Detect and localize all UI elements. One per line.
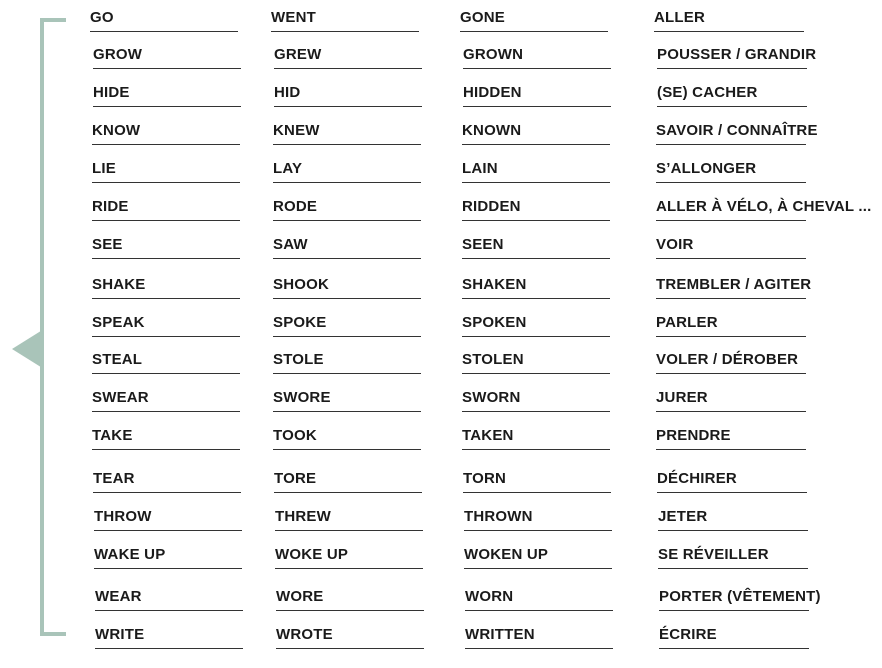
past-participle-cell: THROWN [464, 508, 612, 531]
base-form-cell: KNOW [92, 122, 240, 145]
base-form-cell: WAKE UP [94, 546, 242, 569]
base-form-cell: SWEAR [92, 389, 240, 412]
past-participle-cell: TAKEN [462, 427, 610, 450]
base-form-cell: LIE [92, 160, 240, 183]
base-form-cell: WRITE [95, 626, 243, 649]
french-translation-cell: TREMBLER / AGITER [656, 276, 806, 299]
french-translation-cell: PRENDRE [656, 427, 806, 450]
base-form-cell: SPEAK [92, 314, 240, 337]
french-translation-cell: VOIR [656, 236, 806, 259]
base-form-cell: WEAR [95, 588, 243, 611]
french-translation-cell: DÉCHIRER [657, 470, 807, 493]
base-form-cell: SHAKE [92, 276, 240, 299]
base-form-cell: HIDE [93, 84, 241, 107]
french-translation-cell: SE RÉVEILLER [658, 546, 808, 569]
past-simple-cell: KNEW [273, 122, 421, 145]
french-translation-cell: S’ALLONGER [656, 160, 806, 183]
past-participle-cell: GONE [460, 9, 608, 32]
past-simple-cell: SWORE [273, 389, 421, 412]
past-participle-cell: SHAKEN [462, 276, 610, 299]
past-participle-cell: TORN [463, 470, 611, 493]
french-translation-cell: ALLER [654, 9, 804, 32]
past-participle-cell: SPOKEN [462, 314, 610, 337]
past-simple-cell: RODE [273, 198, 421, 221]
left-arrow-icon [12, 329, 44, 369]
past-participle-cell: WORN [465, 588, 613, 611]
base-form-cell: GROW [93, 46, 241, 69]
french-translation-cell: VOLER / DÉROBER [656, 351, 806, 374]
past-participle-cell: WRITTEN [465, 626, 613, 649]
past-participle-cell: GROWN [463, 46, 611, 69]
past-participle-cell: SEEN [462, 236, 610, 259]
base-form-cell: TEAR [93, 470, 241, 493]
base-form-cell: RIDE [92, 198, 240, 221]
past-participle-cell: HIDDEN [463, 84, 611, 107]
french-translation-cell: JURER [656, 389, 806, 412]
past-simple-cell: WROTE [276, 626, 424, 649]
base-form-cell: SEE [92, 236, 240, 259]
past-participle-cell: SWORN [462, 389, 610, 412]
french-translation-cell: ÉCRIRE [659, 626, 809, 649]
past-participle-cell: LAIN [462, 160, 610, 183]
past-participle-cell: STOLEN [462, 351, 610, 374]
past-simple-cell: SHOOK [273, 276, 421, 299]
french-translation-cell: JETER [658, 508, 808, 531]
french-translation-cell: POUSSER / GRANDIR [657, 46, 807, 69]
past-simple-cell: SPOKE [273, 314, 421, 337]
french-translation-cell: PARLER [656, 314, 806, 337]
past-simple-cell: THREW [275, 508, 423, 531]
past-simple-cell: HID [274, 84, 422, 107]
base-form-cell: TAKE [92, 427, 240, 450]
french-translation-cell: (SE) CACHER [657, 84, 807, 107]
past-participle-cell: WOKEN UP [464, 546, 612, 569]
past-simple-cell: WOKE UP [275, 546, 423, 569]
past-simple-cell: TORE [274, 470, 422, 493]
past-simple-cell: TOOK [273, 427, 421, 450]
past-simple-cell: WENT [271, 9, 419, 32]
french-translation-cell: PORTER (VÊTEMENT) [659, 588, 809, 611]
past-participle-cell: KNOWN [462, 122, 610, 145]
base-form-cell: THROW [94, 508, 242, 531]
past-participle-cell: RIDDEN [462, 198, 610, 221]
base-form-cell: STEAL [92, 351, 240, 374]
past-simple-cell: SAW [273, 236, 421, 259]
past-simple-cell: STOLE [273, 351, 421, 374]
past-simple-cell: GREW [274, 46, 422, 69]
past-simple-cell: WORE [276, 588, 424, 611]
french-translation-cell: SAVOIR / CONNAÎTRE [656, 122, 806, 145]
french-translation-cell: ALLER À VÉLO, À CHEVAL ... [656, 198, 806, 221]
bracket-line [40, 18, 66, 636]
base-form-cell: GO [90, 9, 238, 32]
past-simple-cell: LAY [273, 160, 421, 183]
